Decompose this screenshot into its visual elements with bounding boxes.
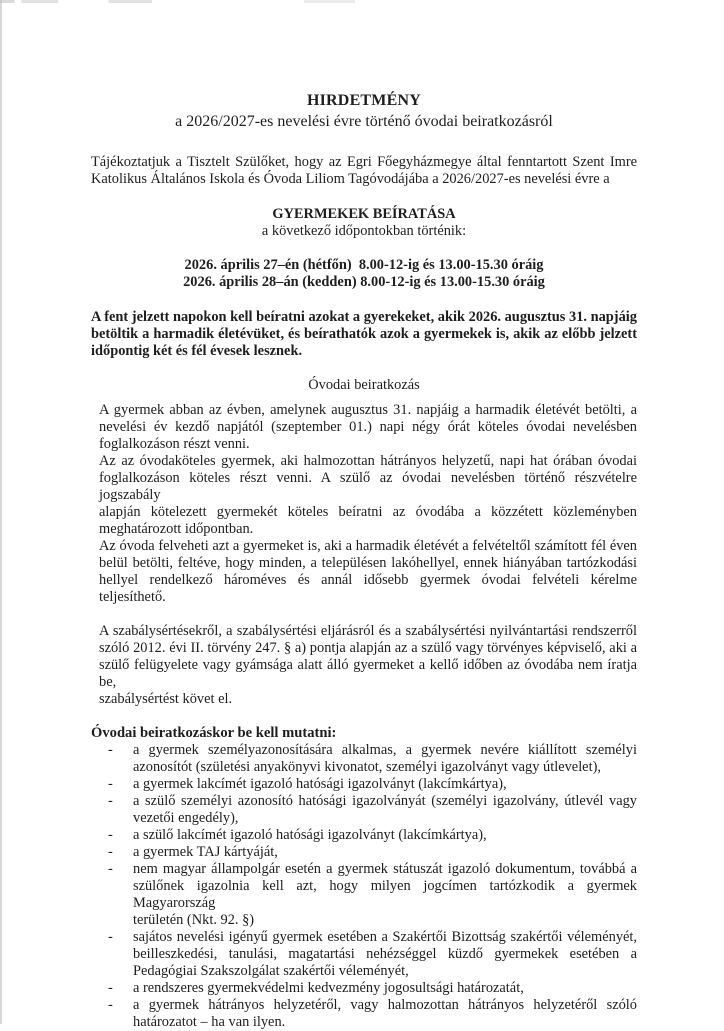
text-line: azonosítót (születési anyakönyvi kivonatot, személyi igazolványt vagy útlevelet), bbox=[133, 759, 601, 775]
text-line: foglalkozáson részt venni. bbox=[99, 436, 250, 452]
text-line: szülő felügyelete vagy gyámsága alatt álló gyermeket a kellő időben az óvodába nem íratja be, bbox=[99, 657, 637, 690]
requirements-list bbox=[91, 742, 637, 1031]
dash-bullet-icon: - bbox=[108, 929, 113, 945]
text-line: A szabálysértésekről, a szabálysértési eljárásról és a szabálysértési nyilvántartási rendszerről bbox=[99, 623, 637, 639]
dash-bullet-icon: - bbox=[108, 997, 113, 1013]
enrollment-dates bbox=[91, 257, 637, 291]
text-line: alapján kötelezett gyermekét köteles beíratni az óvodába a közzétett közleményben bbox=[99, 504, 637, 520]
requirement-item bbox=[91, 997, 637, 1031]
notice-line: betöltik a harmadik életévüket, és beírathatók azok a gyermekek is, akik az előbb jelzett bbox=[91, 326, 637, 342]
text-line: a szülő személyi azonosító hatósági igazolványát (személyi igazolvány, útlevél vagy bbox=[133, 793, 637, 809]
rule-paragraph bbox=[91, 402, 637, 453]
text-line: foglalkozáson köteles részt venni. A szülő az óvodai nevelésben történő részvételre jogszabály bbox=[99, 470, 637, 503]
text-line: nem magyar állampolgár esetén a gyermek státuszát igazoló dokumentum, továbbá a bbox=[133, 861, 637, 877]
dash-bullet-icon: - bbox=[108, 861, 113, 877]
scan-top-marks bbox=[0, 0, 724, 3]
text-line: szóló 2012. évi II. törvény 247. § a) pontja alapján az a szülő vagy törvényes képviselő, aki a bbox=[99, 640, 637, 656]
dash-bullet-icon: - bbox=[108, 742, 113, 758]
document-title: HIRDETMÉNY bbox=[306, 92, 421, 109]
date-line: 2026. április 28–án (kedden) 8.00-12-ig és 13.00-15.30 óráig bbox=[183, 274, 545, 290]
notice-line: időpontig két és fél évesek lesznek. bbox=[91, 343, 303, 359]
text-line: sajátos nevelési igényű gyermek esetében a Szakértői Bizottság szakértői véleményét, bbox=[133, 929, 637, 945]
dash-bullet-icon: - bbox=[108, 980, 113, 996]
eligibility-notice bbox=[91, 309, 637, 360]
scan-edge bbox=[0, 0, 2, 1024]
requirement-item bbox=[91, 776, 637, 793]
text-line: szülőnek igazolnia kell azt, hogy milyen jogcímen tartózkodik a gyermek Magyarország bbox=[133, 878, 637, 911]
dash-bullet-icon: - bbox=[108, 793, 113, 809]
text-line: a rendszeres gyermekvédelmi kedvezmény jogosultsági határozatát, bbox=[133, 980, 524, 996]
text-line: a gyermek személyazonosítására alkalmas, a gyermek nevére kiállított személyi bbox=[133, 742, 637, 758]
text-line: beilleszkedési, tanulási, magatartási nehézséggel küzdő gyermekek esetében a bbox=[133, 946, 637, 962]
requirement-item bbox=[91, 861, 637, 929]
text-line: a gyermek lakcímét igazoló hatósági igazolványt (lakcímkártya), bbox=[133, 776, 507, 792]
text-line: szabálysértést követ el. bbox=[99, 691, 233, 707]
text-line: hellyel rendelkező hároméves és annál idősebb gyermek óvodai felvételi kérelme teljesíthető. bbox=[99, 572, 637, 605]
text-line: belül betölti, feltéve, hogy minden, a településen lakóhellyel, ennek hiányában tartózkodási bbox=[99, 555, 637, 571]
enrollment-rules bbox=[91, 402, 637, 606]
notice-line: A fent jelzett napokon kell beíratni azokat a gyerekeket, akik 2026. augusztus 31. napjáig bbox=[91, 309, 637, 325]
dash-bullet-icon: - bbox=[108, 844, 113, 860]
intro-line: Tájékoztatjuk a Tisztelt Szülőket, hogy az Egri Főegyházmegye által fenntartott Szent Imre bbox=[91, 154, 637, 170]
requirement-item bbox=[91, 929, 637, 980]
text-line: A gyermek abban az évben, amelynek augusztus 31. napjáig a harmadik életévét betölti, a bbox=[99, 402, 637, 418]
requirement-item bbox=[91, 980, 637, 997]
requirements-title: Óvodai beiratkozáskor be kell mutatni: bbox=[91, 725, 337, 741]
rule-paragraph bbox=[91, 538, 637, 606]
requirement-item bbox=[91, 827, 637, 844]
law-paragraph bbox=[91, 623, 637, 708]
requirement-item bbox=[91, 742, 637, 776]
intro-paragraph bbox=[91, 154, 637, 188]
text-line: a gyermek TAJ kártyáját, bbox=[133, 844, 278, 860]
date-line: 2026. április 27–én (hétfőn) 8.00-12-ig és 13.00-15.30 óráig bbox=[184, 257, 544, 273]
enrollment-heading: GYERMEKEK BEÍRATÁSA bbox=[272, 206, 456, 222]
section-title: Óvodai beiratkozás bbox=[308, 377, 420, 393]
intro-line: Katolikus Általános Iskola és Óvoda Liliom Tagóvodájába a 2026/2027-es nevelési évre a bbox=[91, 171, 610, 187]
requirement-item bbox=[91, 844, 637, 861]
text-line: Az óvoda felveheti azt a gyermeket is, aki a harmadik életévét a felvételtől számított fél éven bbox=[99, 538, 637, 554]
dash-bullet-icon: - bbox=[108, 776, 113, 792]
text-line: nevelési év kezdő napjától (szeptember 01.) napi négy órát köteles óvodai nevelésben bbox=[99, 419, 637, 435]
text-line: meghatározott időpontban. bbox=[99, 521, 254, 537]
text-line: vezetői engedély), bbox=[133, 810, 239, 826]
document-body bbox=[91, 91, 637, 1031]
text-line: határozatot – ha van ilyen. bbox=[133, 1014, 286, 1030]
enrollment-subheading: a következő időpontokban történik: bbox=[261, 223, 467, 239]
text-line: a gyermek hátrányos helyzetéről, vagy halmozottan hátrányos helyzetéről szóló bbox=[133, 997, 637, 1013]
text-line: a szülő lakcímét igazoló hatósági igazolványt (lakcímkártya), bbox=[133, 827, 487, 843]
document-subtitle: a 2026/2027-es nevelési évre történő óvodai beiratkozásról bbox=[175, 113, 553, 130]
dash-bullet-icon: - bbox=[108, 827, 113, 843]
requirement-item bbox=[91, 793, 637, 827]
text-line: Az az óvodaköteles gyermek, aki halmozottan hátrányos helyzetű, napi hat órában óvodai bbox=[99, 453, 637, 469]
text-line: területén (Nkt. 92. §) bbox=[133, 912, 255, 928]
text-line: Pedagógiai Szakszolgálat szakértői véleményét, bbox=[133, 963, 409, 979]
rule-paragraph bbox=[91, 453, 637, 538]
